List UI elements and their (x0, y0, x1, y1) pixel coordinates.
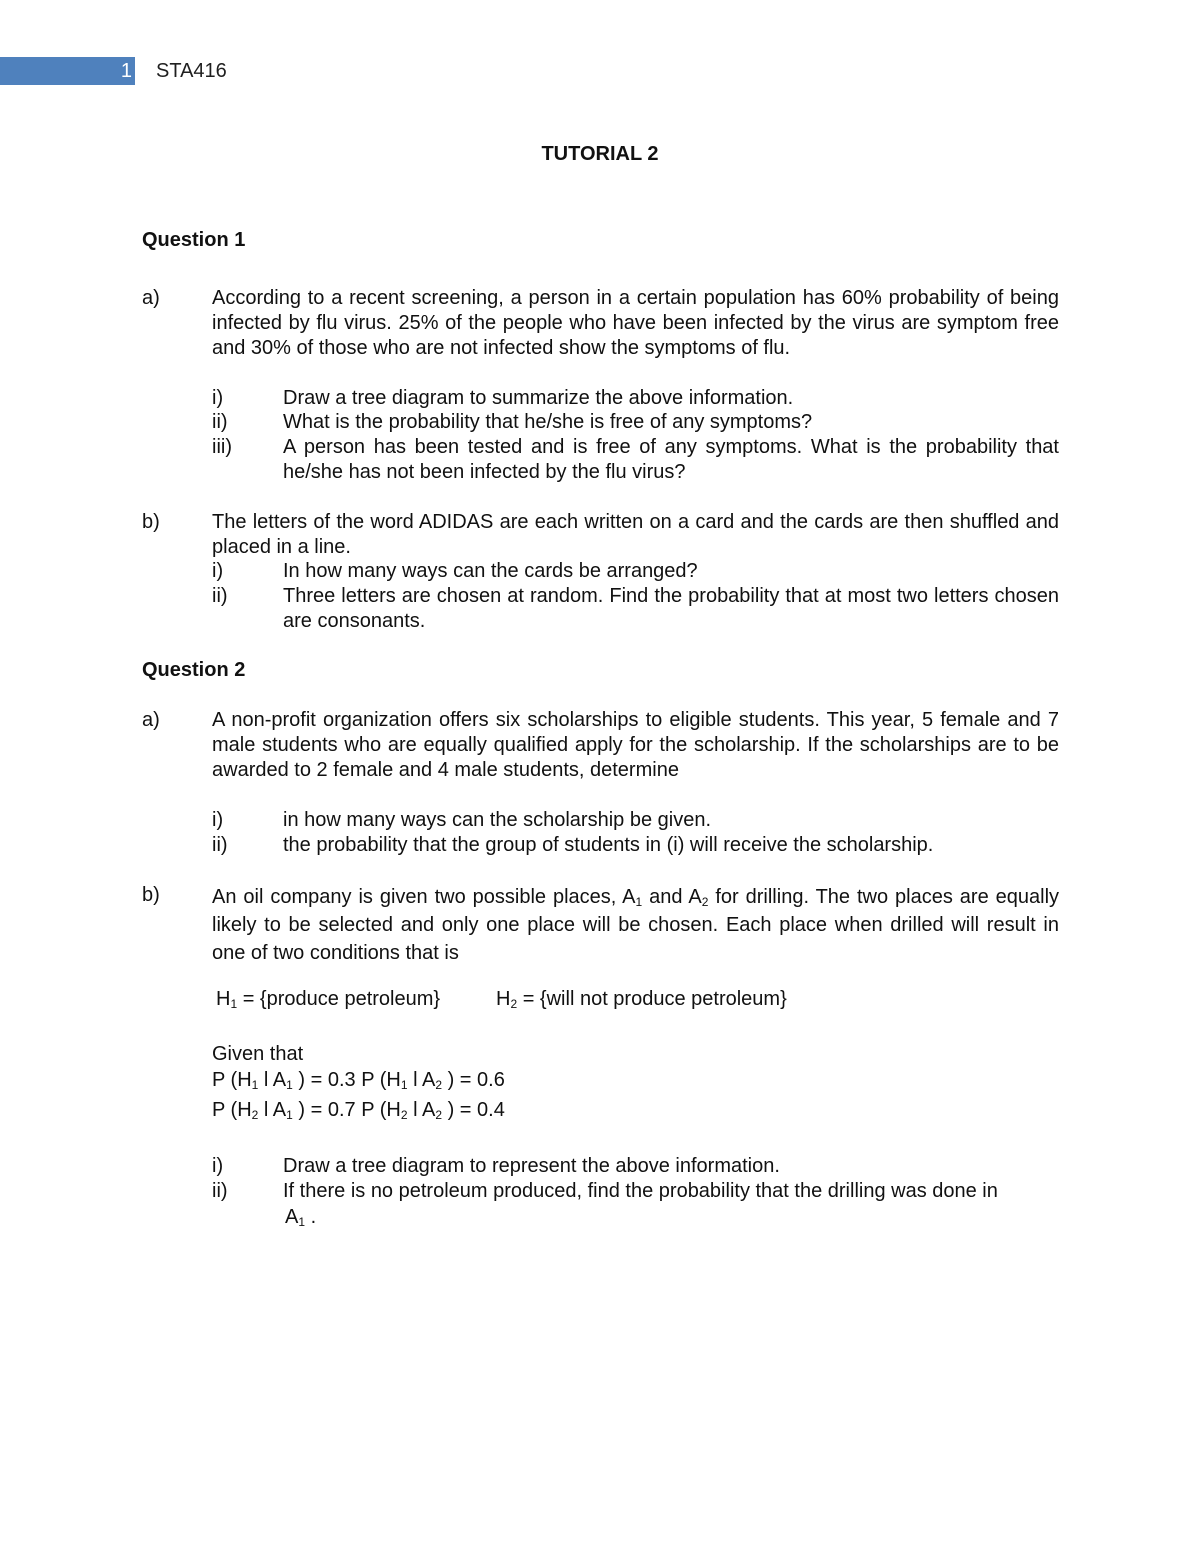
q1b-item-ii-text: Three letters are chosen at random. Find the probability that at most two letters chosen are consonants. (283, 585, 1059, 632)
q2b-item-ii-label: ii) (212, 1180, 228, 1202)
course-code: STA416 (156, 60, 227, 82)
h1-definition: $H_1$ = {produce petroleum} (216, 988, 441, 1011)
q2b-item-ii-symbol-a1: $A_1$ . (285, 1206, 317, 1229)
q2b-item-i-label: i) (212, 1155, 224, 1177)
q1b-item-i-text: In how many ways can the cards be arranged? (283, 560, 698, 582)
page-title: TUTORIAL 2 (541, 143, 659, 165)
q1a-item-i-text: Draw a tree diagram to summarize the above information. (283, 387, 794, 409)
page-number: 1 (120, 60, 132, 82)
h2-definition: $H_2$ = {will not produce petroleum} (496, 988, 787, 1011)
q2a-item-ii-label: ii) (212, 834, 228, 856)
q2b-intro-part2: for drilling. The two places are equally likely to be selected and only one place will be chosen. Each place when drilled will result in one of two conditions that is (212, 886, 1060, 964)
question-1-heading: Question 1 (142, 229, 246, 251)
q1a-item-iii-label: iii) (212, 436, 232, 458)
q2b-symbol-a2: $A_2$ (688, 886, 709, 909)
q1a-label: a) (142, 287, 160, 309)
given-probabilities-row-1: P ($H_1$ l $A_1$ ) = 0.3 P ($H_1$ l $A_2$ ) = 0.6 (212, 1069, 505, 1092)
q1a-text: According to a recent screening, a person in a certain population has 60% probability of being infected by flu virus. 25% of the people who have been infected by the virus are symptom free and 30% of those who are not infected show the symptoms of flu. (212, 287, 1059, 359)
q2a-item-i-text: in how many ways can the scholarship be given. (283, 809, 712, 831)
q2b-text (212, 883, 1059, 967)
q2b-item-ii-text: If there is no petroleum produced, find the probability that the drilling was done in (283, 1180, 998, 1202)
q2b-symbol-a1: $A_1$ (622, 886, 643, 909)
q2a-label: a) (142, 709, 160, 731)
q2a-item-ii-text: the probability that the group of students in (i) will receive the scholarship. (283, 834, 934, 856)
q1a-item-ii-label: ii) (212, 411, 228, 433)
q2b-item-i-text: Draw a tree diagram to represent the above information. (283, 1155, 780, 1177)
given-that-label: Given that (212, 1043, 304, 1065)
q2a-item-i-label: i) (212, 809, 224, 831)
q2a-text: A non-profit organization offers six scholarships to eligible students. This year, 5 female and 7 male students who are equally qualified apply for the scholarship. If the scholarships are to be awarded to 2 female and 4 male students, determine (212, 709, 1059, 781)
q1b-item-ii-label: ii) (212, 585, 228, 607)
q1b-label: b) (142, 511, 160, 533)
q2b-intro-part1: An oil company is given two possible places, (212, 886, 617, 908)
q1a-item-i-label: i) (212, 387, 224, 409)
given-probabilities-row-2: P ($H_2$ l $A_1$ ) = 0.7 P ($H_2$ l $A_2$ ) = 0.4 (212, 1099, 505, 1122)
q2b-and: and (649, 886, 683, 908)
q1b-item-i-label: i) (212, 560, 224, 582)
question-2-heading: Question 2 (142, 659, 246, 681)
q1a-item-ii-text: What is the probability that he/she is free of any symptoms? (283, 411, 813, 433)
q1b-text: The letters of the word ADIDAS are each written on a card and the cards are then shuffled and placed in a line. (212, 511, 1059, 558)
q1a-item-iii-text: A person has been tested and is free of any symptoms. What is the probability that he/she has not been infected by the flu virus? (283, 436, 1059, 483)
q2b-label: b) (142, 884, 160, 906)
